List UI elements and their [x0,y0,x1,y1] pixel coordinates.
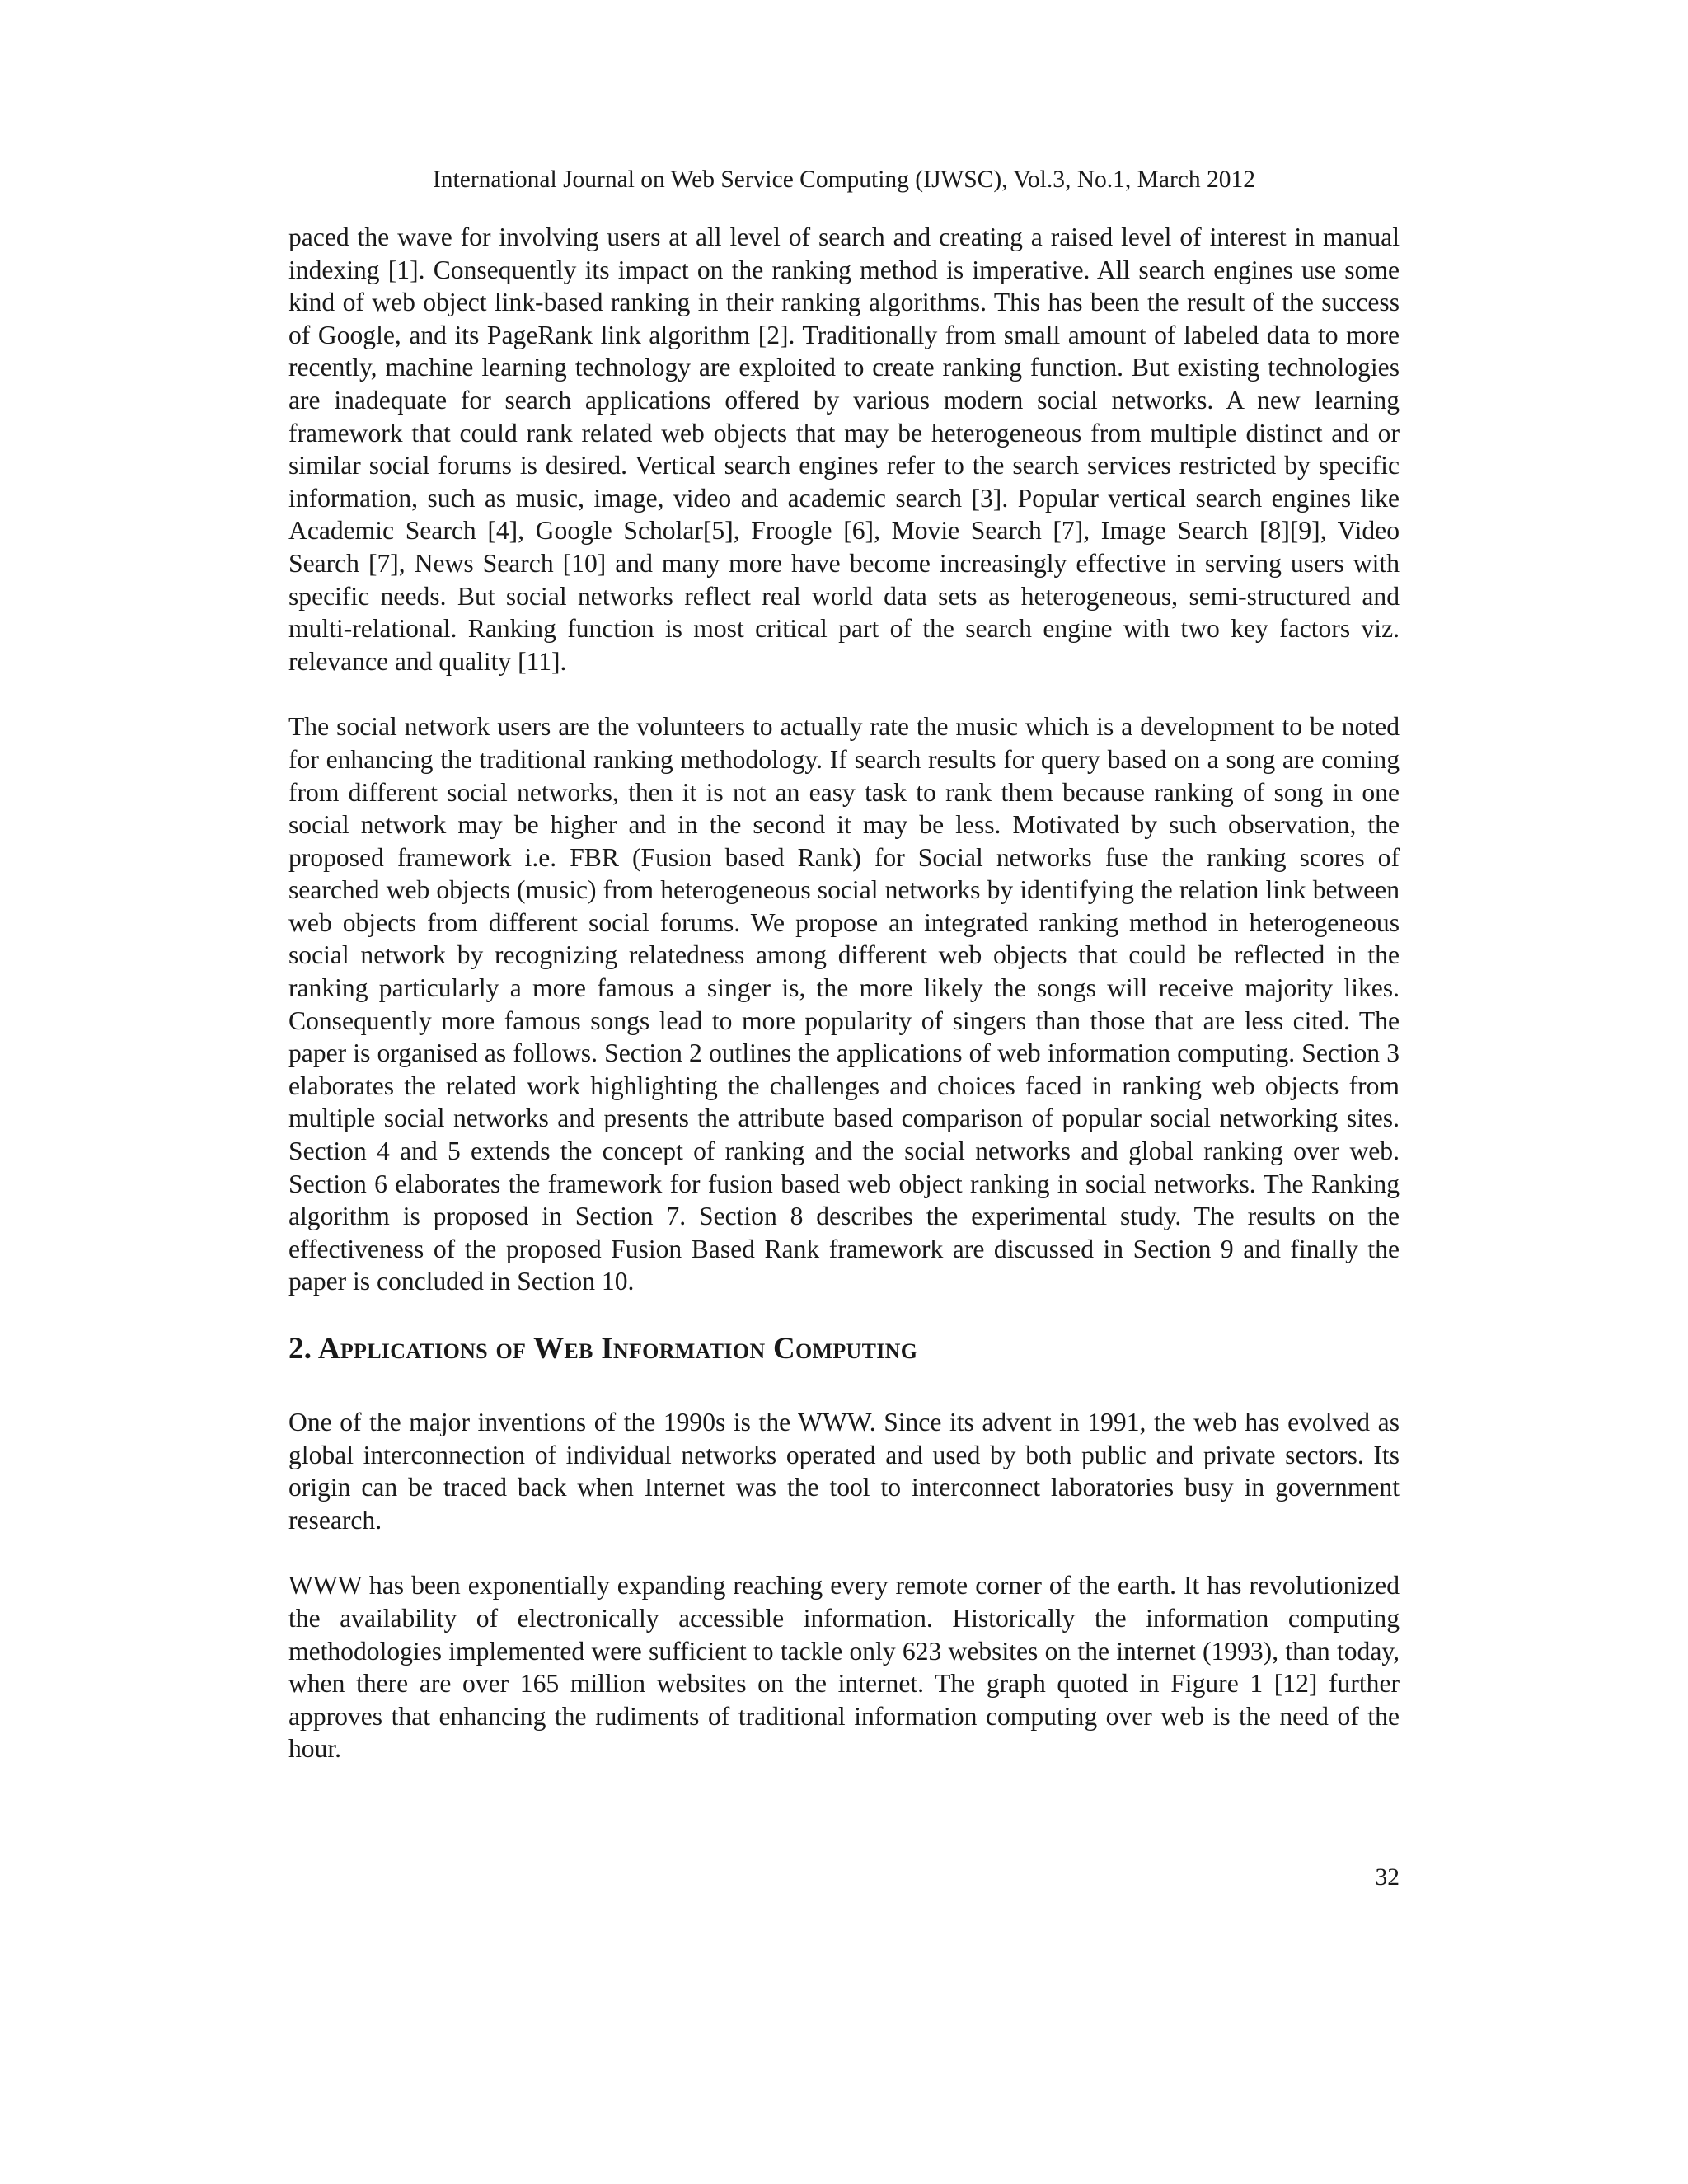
paragraph-intro-2: The social network users are the volunteers to actually rate the music which is a development to be noted for enhancing the traditional ranking methodology. If search results for query based on a song are coming from different social networks, then it is not an easy task to rank them because ranking of song in one social network may be higher and in the second it may be less. Motivated by such observation, the proposed framework i.e. FBR (Fusion based Rank) for Social networks fuse the ranking scores of searched web objects (music) from heterogeneous social networks by identifying the relation link between web objects from different social forums. We propose an integrated ranking method in heterogeneous social network by recognizing relatedness among different web objects that could be reflected in the ranking particularly a more famous a singer is, the more likely the songs will receive majority likes. Consequently more famous songs lead to more popularity of singers than those that are less cited. The paper is organised as follows. Section 2 outlines the applications of web information computing. Section 3 elaborates the related work highlighting the challenges and choices faced in ranking web objects from multiple social networks and presents the attribute based comparison of popular social networking sites. Section 4 and 5 extends the concept of ranking and the social networks and global ranking over web. Section 6 elaborates the framework for fusion based web object ranking in social networks. The Ranking algorithm is proposed in Section 7. Section 8 describes the experimental study. The results on the effectiveness of the proposed Fusion Based Rank framework are discussed in Section 9 and finally the paper is concluded in Section 10. [288,712,1400,1296]
paragraph-section-2: WWW has been exponentially expanding reaching every remote corner of the earth. It has revolutionized the availability of electronically accessible information. Historically the information computing methodologies implemented were sufficient to tackle only 623 websites on the internet (1993), than today, when there are over 165 million websites on the internet. The graph quoted in Figure 1 [12] further approves that enhancing the rudiments of traditional information computing over web is the need of the hour. [288,1571,1400,1764]
paragraph-section-1: One of the major inventions of the 1990s is the WWW. Since its advent in 1991, the web has evolved as global interconnection of individual networks operated and used by both public and private sectors. Its origin can be traced back when Internet was the tool to interconnect laboratories busy in government research. [288,1408,1400,1535]
running-header: International Journal on Web Service Computing (IJWSC), Vol.3, No.1, March 2012 [432,166,1256,193]
body-text [288,221,1400,1765]
paragraph-intro-1: paced the wave for involving users at all level of search and creating a raised level of interest in manual indexing [1]. Consequently its impact on the ranking method is imperative. All search engines use some kind of web object link-based ranking in their ranking algorithms. This has been the result of the success of Google, and its PageRank link algorithm [2]. Traditionally from small amount of labeled data to more recently, machine learning technology are exploited to create ranking function. But existing technologies are inadequate for search applications offered by various modern social networks. A new learning framework that could rank related web objects that may be heterogeneous from multiple distinct and or similar social forums is desired. Vertical search engines refer to the search services restricted by specific information, such as music, image, video and academic search [3]. Popular vertical search engines like Academic Search [4], Google Scholar[5], Froogle [6], Movie Search [7], Image Search [8][9], Video Search [7], News Search [10] and many more have become increasingly effective in serving users with specific needs. But social networks reflect real world data sets as heterogeneous, semi-structured and multi-relational. Ranking function is most critical part of the search engine with two key factors viz. relevance and quality [11]. [288,223,1400,676]
page-number: 32 [1375,1864,1400,1891]
section-heading: 2. Applications of Web Information Computing [288,1332,918,1366]
